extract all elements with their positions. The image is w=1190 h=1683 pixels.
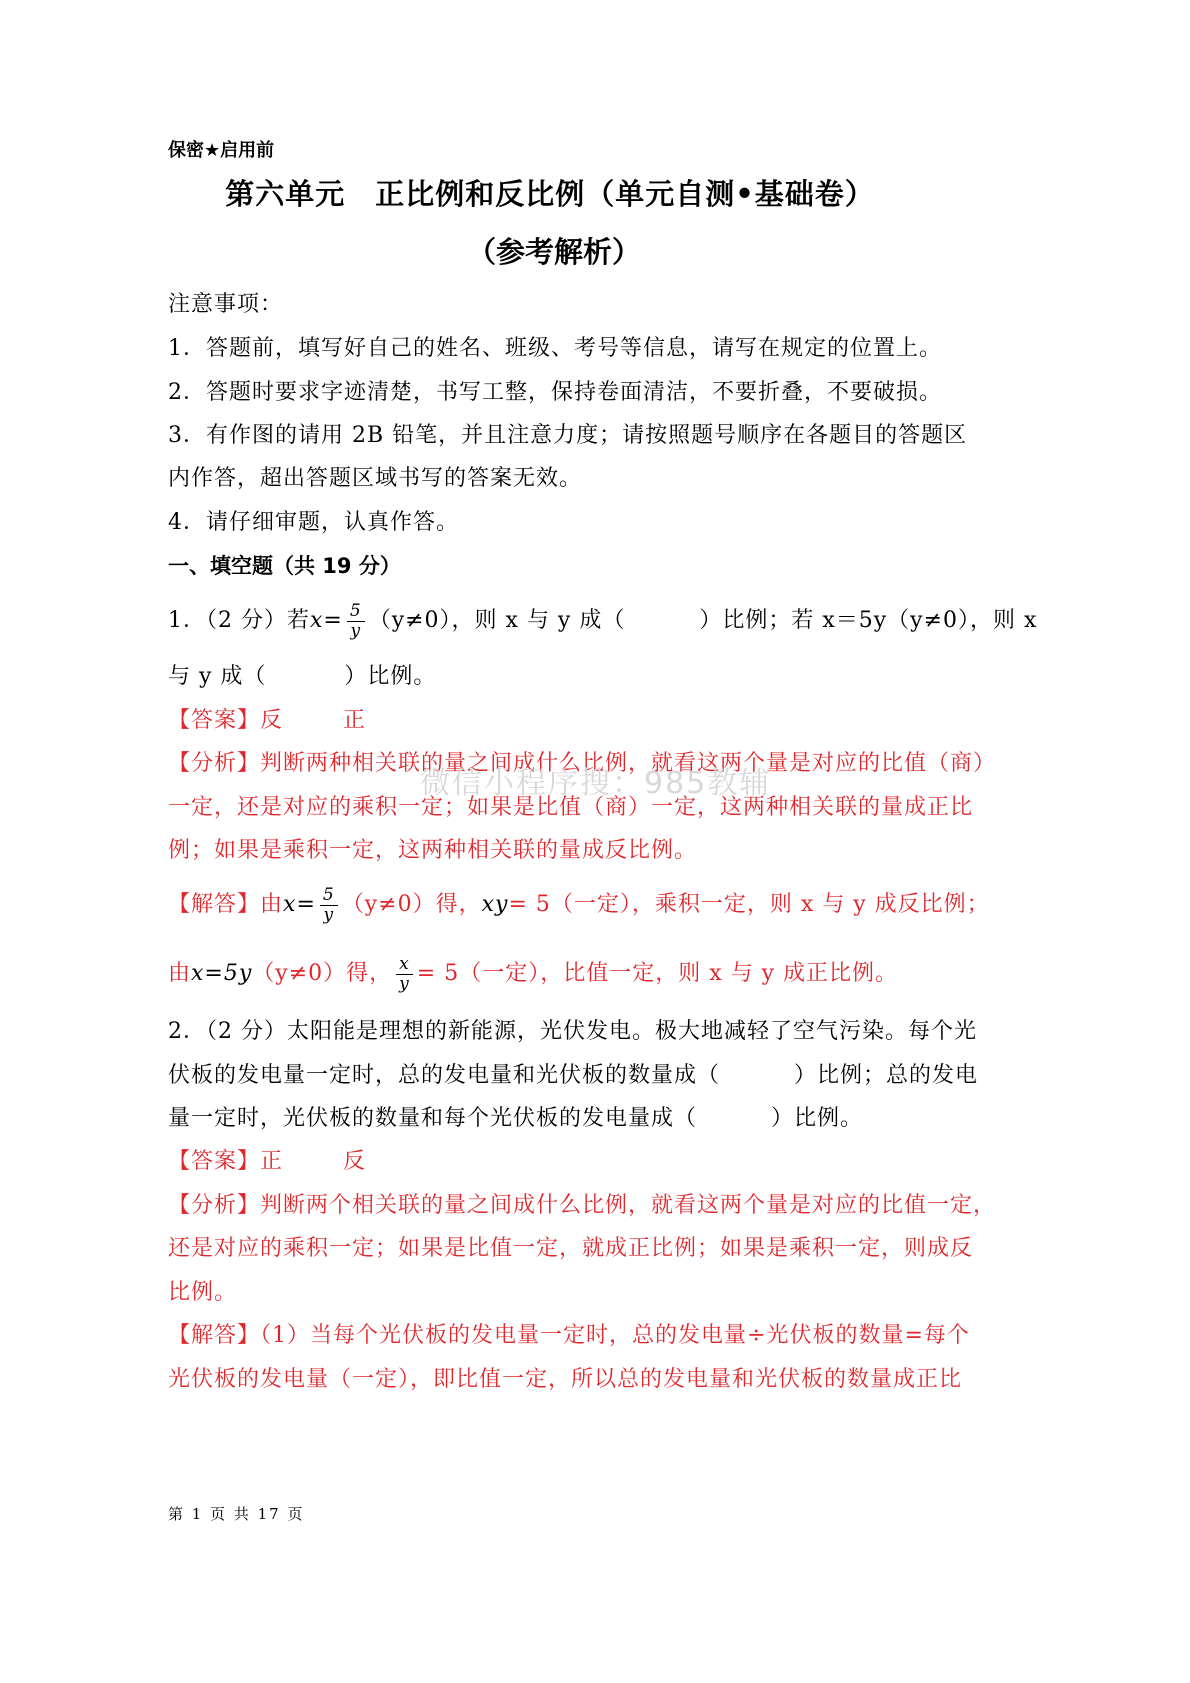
answer-label: 【答案】 (168, 1149, 261, 1174)
analysis-text: 判断两个相关联的量之间成什么比例，就看这两个量是对应的比值一定， (260, 1193, 997, 1218)
solution-text: （y≠0）得， (341, 892, 482, 917)
q2-line3-a: 量一定时，光伏板的数量和每个光伏板的发电量成（ (168, 1106, 698, 1131)
section-heading: 一、填空题（共 19 分） (168, 554, 401, 578)
q1-fraction (347, 602, 365, 641)
question-2-line-2 (168, 1061, 978, 1091)
q1-line2-a: 与 y 成（ (168, 664, 267, 689)
answer-value-2: 正 (343, 708, 367, 733)
notes-item: 内作答，超出答题区域书写的答案无效。 (168, 466, 583, 491)
sol2-fraction (396, 955, 413, 994)
q2-analysis-line-2: 还是对应的乘积一定；如果是比值一定，就成正比例；如果是乘积一定，则成反 (168, 1236, 974, 1261)
q1-answer (168, 706, 366, 736)
sol2-frac-den: y (399, 973, 410, 994)
sol1-x: x (283, 892, 297, 917)
q1-analysis-line-2: 一定，还是对应的乘积一定；如果是比值（商）一定，这两种相关联的量成正比 (168, 795, 974, 820)
q2-solution-line-1 (168, 1321, 970, 1351)
question-2-line-3 (168, 1104, 863, 1134)
notes-item: 3．有作图的请用 2B 铅笔，并且注意力度；请按照题号顺序在各题目的答题区 (168, 423, 968, 448)
q1-prefix: 1．（2 分）若 (168, 608, 310, 633)
solution-text: = 5（一定），乘积一定，则 x 与 y 成反比例； (508, 892, 990, 917)
notes-item: 2．答题时要求字迹清楚，书写工整，保持卷面清洁，不要折叠，不要破损。 (168, 380, 942, 405)
confidential-label: 保密★启用前 (168, 140, 275, 161)
analysis-label: 【分析】 (168, 751, 261, 776)
solution-text: 由 (260, 892, 284, 917)
notes-heading: 注意事项： (168, 292, 284, 317)
solution-text: 由 (168, 961, 192, 986)
sol1-eq: = (296, 892, 316, 917)
sol2-expression: x=5y (191, 961, 253, 986)
sol2-frac-num: x (396, 955, 413, 975)
q2-answer (168, 1147, 366, 1177)
answer-value-1: 正 (260, 1149, 284, 1174)
page-footer: 第 1 页 共 17 页 (168, 1505, 305, 1523)
q2-line3-b: ）比例。 (771, 1106, 864, 1131)
q1-line2-b: ）比例。 (344, 664, 437, 689)
q1-solution-line-2 (168, 951, 898, 997)
sol1-xy: xy (481, 892, 509, 917)
solution-label: 【解答】 (168, 1323, 261, 1348)
page-subtitle: （参考解析） (466, 235, 641, 269)
q2-analysis-line-3: 比例。 (168, 1280, 238, 1305)
question-1-line-2 (168, 662, 436, 692)
q1-analysis-line-3: 例；如果是乘积一定，这两种相关联的量成反比例。 (168, 838, 698, 863)
notes-item: 1．答题前，填写好自己的姓名、班级、考号等信息，请写在规定的位置上。 (168, 336, 942, 361)
q1-solution-line-1 (168, 882, 990, 928)
q1-x: x (310, 608, 324, 633)
sol1-frac-den: y (323, 904, 335, 925)
q1-frac-num: 5 (347, 602, 365, 622)
q2-analysis-line-1 (168, 1191, 996, 1221)
q1-mid: （y≠0），则 x 与 y 成（ (368, 608, 626, 633)
q2-solution-line-2: 光伏板的发电量（一定），即比值一定，所以总的发电量和光伏板的数量成正比 (168, 1367, 963, 1392)
q1-frac-den: y (350, 620, 362, 641)
answer-value-1: 反 (260, 708, 284, 733)
q1-eq: = (323, 608, 343, 633)
q2-line2-a: 伏板的发电量一定时，总的发电量和光伏板的数量成（ (168, 1063, 721, 1088)
solution-text: （y≠0）得， (252, 961, 393, 986)
page-title: 第六单元 正比例和反比例（单元自测•基础卷） (225, 177, 875, 211)
analysis-text: 判断两种相关联的量之间成什么比例，就看这两个量是对应的比值（商） (260, 751, 997, 776)
question-1-line-1 (168, 598, 1037, 644)
sol1-frac-num: 5 (320, 886, 338, 906)
q2-line2-b: ）比例；总的发电 (794, 1063, 979, 1088)
question-2-line-1: 2．（2 分）太阳能是理想的新能源，光伏发电。极大地减轻了空气污染。每个光 (168, 1019, 977, 1044)
solution-label: 【解答】 (168, 892, 261, 917)
sol1-fraction (320, 886, 338, 925)
answer-value-2: 反 (343, 1149, 367, 1174)
q1-mid2: ）比例；若 x＝5y（y≠0），则 x (699, 608, 1038, 633)
solution-text: = 5（一定），比值一定，则 x 与 y 成正比例。 (416, 961, 899, 986)
analysis-label: 【分析】 (168, 1193, 261, 1218)
watermark: 微信小程序搜：985教辅 (420, 766, 772, 801)
answer-label: 【答案】 (168, 708, 261, 733)
solution-text: （1）当每个光伏板的发电量一定时，总的发电量÷光伏板的数量=每个 (260, 1323, 970, 1348)
notes-item: 4．请仔细审题，认真作答。 (168, 510, 459, 535)
